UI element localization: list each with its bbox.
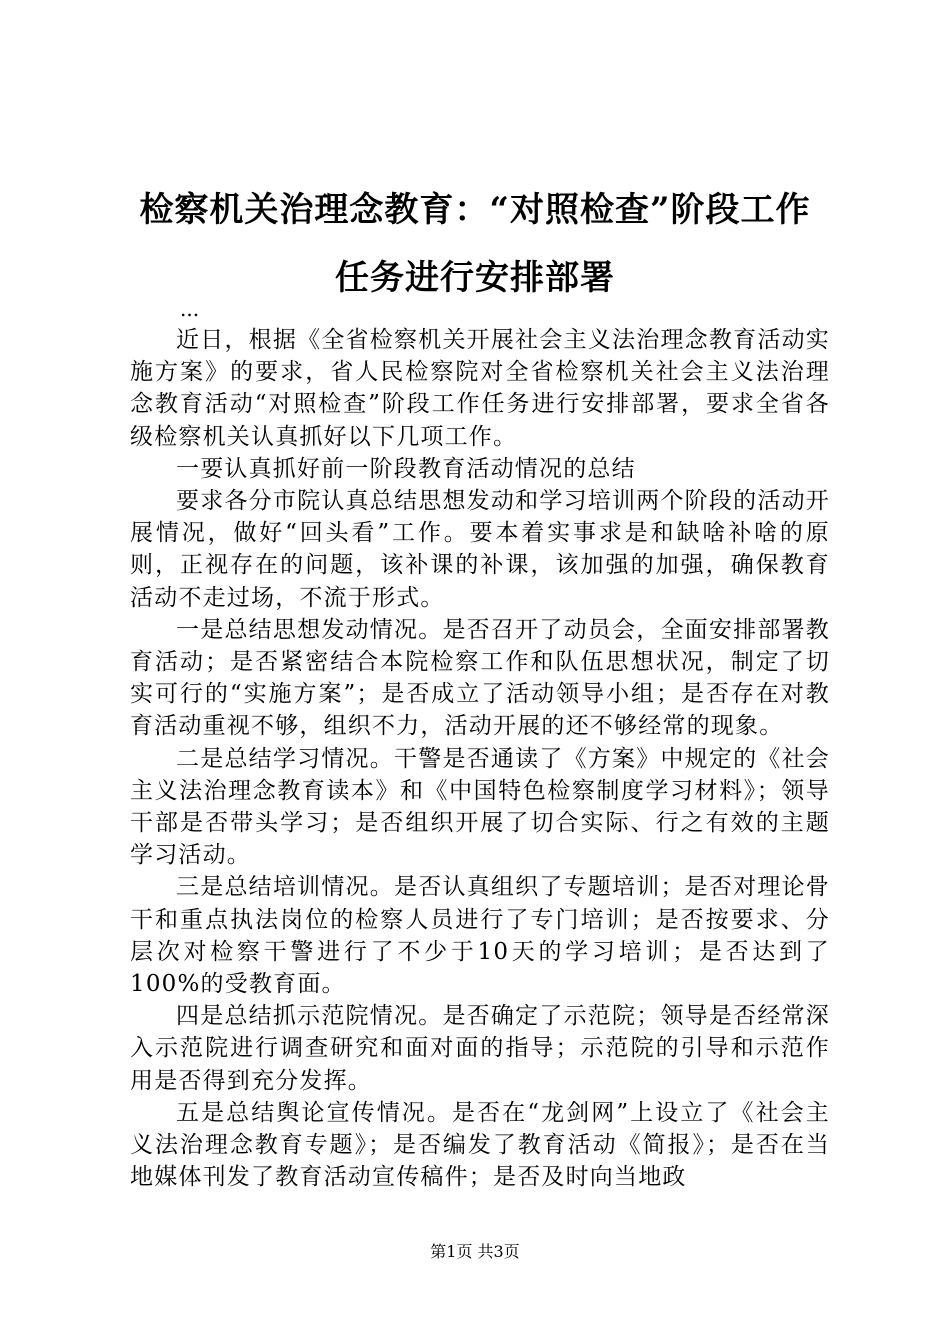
document-body [130, 324, 830, 1193]
document-title [100, 176, 850, 312]
paragraph-item-1: 一是总结思想发动情况。是否召开了动员会，全面安排部署教育活动；是否紧密结合本院检察工作和队伍思想状况，制定了切实可行的“实施方案”；是否成立了活动领导小组；是否存在对教育活动重视不够，组织不力，活动开展的还不够经常的现象。 [130, 616, 830, 740]
title-line-2: 任务进行安排部署 [335, 258, 615, 298]
paragraph-item-4: 四是总结抓示范院情况。是否确定了示范院；领导是否经常深入示范院进行调查研究和面对面的指导；示范院的引导和示范作用是否得到充分发挥。 [130, 1003, 830, 1094]
paragraph-heading-summary: 一要认真抓好前一阶段教育活动情况的总结 [176, 455, 636, 482]
paragraph-intro: 近日，根据《全省检察机关开展社会主义法治理念教育活动实施方案》的要求，省人民检察院对全省检察机关社会主义法治理念教育活动“对照检查”阶段工作任务进行安排部署，要求全省各级检察机关认真抓好以下几项工作。 [130, 327, 830, 450]
paragraph-item-2: 二是总结学习情况。干警是否通读了《方案》中规定的《社会主义法治理念教育读本》和《中国特色检察制度学习材料》；领导干部是否带头学习；是否组织开展了切合实际、行之有效的主题学习活动。 [130, 745, 830, 869]
title-line-1: 检察机关治理念教育：“对照检查”阶段工作 [139, 190, 811, 230]
paragraph-item-3: 三是总结培训情况。是否认真组织了专题培训；是否对理论骨干和重点执法岗位的检察人员进行了专门培训；是否按要求、分层次对检察干警进行了不少于10天的学习培训；是否达到了100%的受教育面。 [130, 874, 830, 998]
page-footer: 第1页 共3页 [430, 1242, 520, 1261]
paragraph-item-5: 五是总结舆论宣传情况。是否在“龙剑网”上设立了《社会主义法治理念教育专题》；是否编发了教育活动《简报》；是否在当地媒体刊发了教育活动宣传稿件；是否及时向当地政 [130, 1099, 830, 1191]
paragraph-requirements: 要求各分市院认真总结思想发动和学习培训两个阶段的活动开展情况，做好“回头看”工作。要本着实事求是和缺啥补啥的原则，正视存在的问题，该补课的补课，该加强的加强，确保教育活动不走过场，不流于形式。 [130, 488, 830, 611]
ellipsis-marker: ... [180, 297, 200, 321]
